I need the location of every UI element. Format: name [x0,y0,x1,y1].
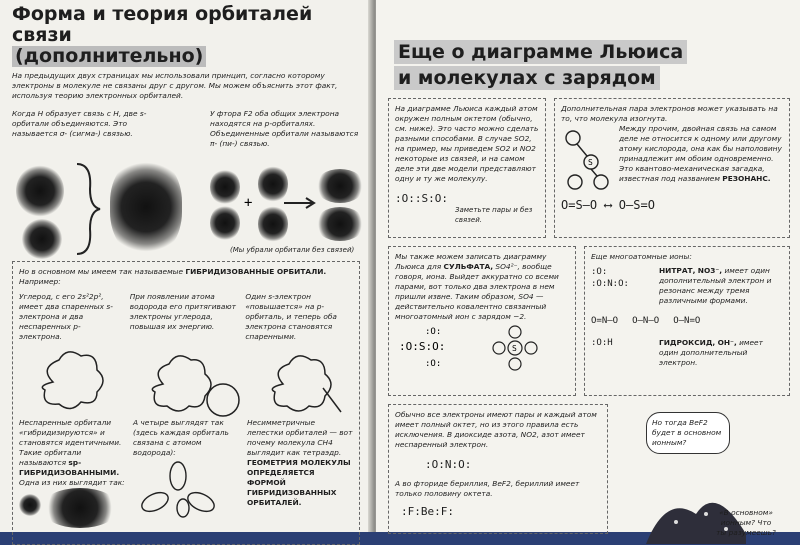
so2-lewis-formula: :O::S:O: [395,192,448,205]
hydroxide-text [659,338,783,368]
hybrid-term: ГИБРИДИЗОВАННЫЕ ОРБИТАЛИ. [185,267,327,276]
right-page [376,0,800,537]
hybrid-box [12,261,360,545]
sulfate-box [388,246,576,396]
symmetry-text: Несимметричные лепестки орбиталей — вот почему молекула CH4 выглядит как тетраэдр. [247,418,353,457]
sp-small-lobe [19,494,41,516]
nitrate-text-body: имеет один дополнительный электрон и резонанс между тремя различными формами. [659,266,772,305]
sulfate-term: СУЛЬФАТА, [443,262,494,271]
pi-bond-blob [315,169,365,203]
sp-orbital-drawing [19,488,125,528]
lewis-note: Заметьте пары и без связей. [455,206,533,224]
bent-text: Дополнительная пара электронов может указывать на то, что молекула изогнута. [561,104,778,123]
brace-icon [72,159,102,259]
nitrate-term: НИТРАТ, [659,266,696,275]
carbon-right-text: Один s-электрон «повышается» на p-орбиталь, и теперь оба электрона становятся спаренными. [245,292,337,341]
so2-bent-molecule-icon [561,124,611,194]
hydroxide-formula: OH⁻, [717,338,737,347]
nitrate-form: O=N—O [591,316,619,326]
tetrahedral-orbitals-sketch [133,458,223,518]
nitrate-lewis: :O: :O:N:O: [591,267,629,289]
sp-end: Одна из них выглядит так: [19,478,125,487]
nitrate-resonance-forms [591,316,783,326]
hybrid-intro-end: Например: [19,277,61,286]
symmetry-section [247,418,353,528]
sigma-section [12,109,202,259]
resonance-formula: O=S—O ⟷ O—S=O [561,198,655,212]
no2-lewis: :O:N:O: [425,458,472,471]
hybrid-intro-text: Но в основном мы имеем так называемые [19,267,184,276]
svg-text:S: S [588,158,593,167]
pi-text: У фтора F2 оба общих электрона находятся на p-орбиталях. Объединенные орбитали называются π- (пи-) связью. [210,109,359,148]
svg-text::O:: :O: [425,327,442,337]
resonance-text-body: Между прочим, двойная связь на самом деле не относится к одному или другому атому кислорода, она как бы наполовину принадлежит им обоим одновременно. Это квантово-механическая загадка, известная под названием [619,124,782,183]
sulfate-text-end: SO4²⁻, вообще говоря, иона. Выйдет аккуратно со всеми парами, вот только два электрона в нем пришли извне. Таким образом, SO4 — действительно ковалентно связанный многоатомный ион с зарядом −2. [395,262,559,321]
p-orbital-blob [210,169,240,205]
bef2-text: А во фториде бериллия, BeF2, бериллий имеет только половину октета. [395,479,580,498]
svg-text:+: + [244,195,253,211]
lewis-text: На диаграмме Льюиса каждый атом окружен полным октетом (обычно, см. ниже). Это часто можно сделать разными способами. В случае SO2, на пример, мы приведем SO2 и NO2 некоторые из связей, и на самом деле эти две модели представляют одну и ту же молекулу. [395,104,539,183]
bef2-lewis: :F:Be:F: [401,505,454,518]
sigma-text: Когда H образует связь с H, две s-орбитали объединяются. Это называется σ- (сигма-) связью. [12,109,147,138]
sigma-bond-blob [110,157,182,257]
nitrate-form: O—N=O [673,316,701,326]
sp-term: sp-ГИБРИДИЗОВАННЫМИ. [19,458,120,477]
sulfate-text-start: Мы также можем записать диаграмму Льюиса для [395,252,547,271]
right-title-line1: Еще о диаграмме Льюиса [394,40,687,64]
tetra-section [133,418,239,528]
hydroxide-lewis: :O:H [591,338,613,348]
exceptions-box [388,404,608,534]
speech-bubble-2: «В основном» ионным? Что ты разумеешь? [716,508,776,537]
carbon-mid-text: При появлении атома водорода его притягивают электроны углерода, повышая их энергию. [129,292,236,331]
orbitals-caption: (Мы убрали орбитали без связей) [230,246,355,254]
right-title-line2: и молекулах с зарядом [394,66,660,90]
resonance-text [619,124,783,194]
hybrid-intro [19,267,353,287]
left-title [12,4,364,67]
polyatomic-box [584,246,790,396]
left-title-line2: (дополнительно) [12,46,206,67]
carbon-text: Углерод, с его 2s²2p², имеет два спаренных s-электрона и два неспаренных p-электрона. [19,292,113,341]
cartoon-area [616,404,790,544]
plus-arrow-icon [240,189,320,219]
right-title [394,40,790,92]
hydroxide-term: ГИДРОКСИД, [659,338,716,347]
left-title-line1: Форма и теория орбиталей связи [12,3,313,46]
resonance-box [554,98,790,238]
exceptions-text: Обычно все электроны имеют пары и каждый атом имеет полный октет, но из этого правила есть исключения. В диоксиде азота, NO2, азот имеет неспаренный электрон. [395,410,597,449]
four-text: А четыре выглядят так (здесь каждая орбиталь связана с атомом водорода): [133,418,229,457]
resonance-term: РЕЗОНАНС. [722,174,771,183]
sp-section [19,418,125,528]
polyatomic-title: Еще многоатомные ионы: [591,252,692,261]
sulfate-lewis-diagram [395,322,565,372]
sulfate-text [395,252,569,322]
s-orbital-blob [22,219,62,259]
s-orbital-blob [16,165,64,217]
nitrate-form: O—N—O [632,316,660,326]
lewis-box [388,98,546,238]
left-page [0,0,372,532]
hydroxide-text-body: имеет один дополнительный электрон. [659,338,763,367]
nitrate-text [659,266,783,306]
speech-bubble-1: Но тогда BeF2 будет в основном ионным? [646,412,730,454]
pi-bond-blob [315,207,365,241]
svg-text::O:: :O: [425,359,442,369]
p-orbital-blob [210,205,240,241]
sp-large-lobe [41,488,119,528]
nitrate-formula: NO3⁻, [697,266,723,275]
geometry-term: ГЕОМЕТРИЯ МОЛЕКУЛЫ ОПРЕДЕЛЯЕТСЯ ФОРМОЙ ГИБРИДИЗОВАННЫХ ОРБИТАЛЕЙ. [247,458,351,507]
pi-section [210,109,364,259]
left-intro: На предыдущих двух страницах мы использовали принцип, согласно которому электроны в молекуле не связаны друг с другом. Мы можем объяснить этот факт, используя теорию электронных орбиталей. [12,71,338,100]
svg-text::O:S:O:: :O:S:O: [399,340,446,353]
unpaired-text-body: Неспаренные орбитали «гибридизируются» и становятся идентичными. Такие орбитали называются [19,418,122,467]
svg-text:S: S [512,344,517,353]
